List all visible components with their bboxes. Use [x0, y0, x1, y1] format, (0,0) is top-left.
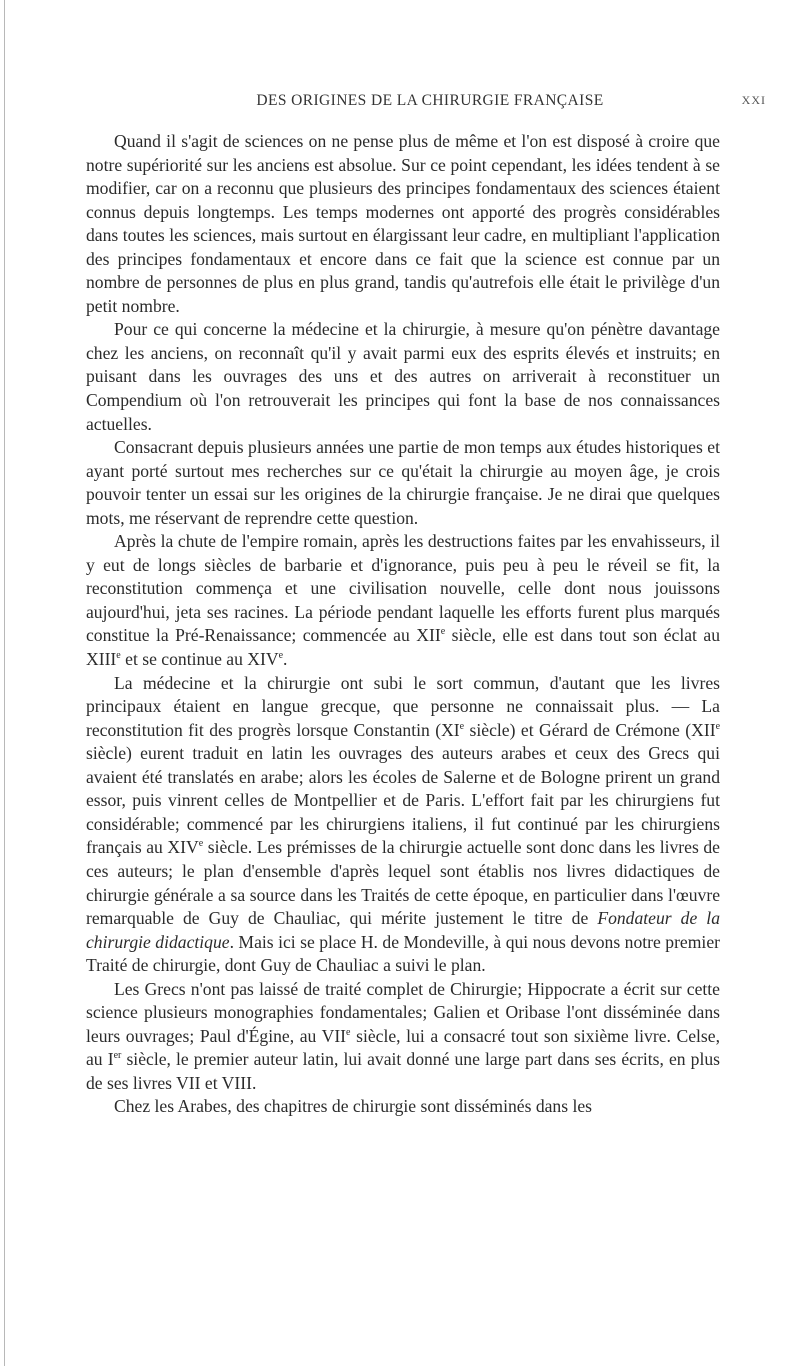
superscript: e [459, 720, 465, 732]
superscript: e [715, 720, 721, 732]
paragraph-6 [86, 978, 720, 1096]
text-run: siècle, elle est dans tout son éclat au [445, 625, 720, 646]
running-head: DES ORIGINES DE LA CHIRURGIE FRANÇAISE [256, 92, 604, 109]
superscript: e [346, 1026, 351, 1038]
century-numeral: XIV [167, 837, 199, 858]
century-numeral: XIII [86, 649, 117, 670]
superscript: e [198, 838, 204, 850]
text-run: et se continue au [120, 649, 248, 670]
paragraph-5 [86, 672, 720, 978]
century-numeral: XI [441, 719, 460, 740]
century-numeral: VII [321, 1025, 347, 1046]
body-text [86, 130, 720, 1119]
page-header [112, 92, 766, 116]
paragraph-3: Consacrant depuis plusieurs années une partie de mon temps aux études historiques et ayant porté surtout mes recherches sur ce qu'était la chirurgie au moyen âge, je crois pouvoir tenter un essai sur les origines de la chirurgie française. Je ne dirai que quelques mots, me réservant de reprendre cette question. [86, 437, 720, 528]
superscript: e [278, 650, 284, 662]
text-run: Après la chute de l'empire romain, après les destructions faites par les envahisseurs, il y eut de longs siècles de barbarie et d'ignorance, puis peu à peu le réveil se fit, la reconstitution commença et une civilisation nouvelle, celle dont nous jouissons aujourd'hui, jeta ses racines. La période pendant laquelle les efforts furent plus marqués constitue la Pré-Renaissance; commencée au [86, 531, 720, 646]
century-numeral: XII [691, 719, 716, 740]
text-run: siècle) et Gérard de Crémone ( [464, 719, 692, 740]
text-run: siècle. Les prémisses de la chirurgie actuelle sont donc dans les livres de ces auteurs; le plan d'ensemble d'après lequel sont établis nos livres didactiques de chirurgie générale a sa source dans les Traités de cette époque, en particulier dans l'œuvre remarquable de Guy de Chauliac, qui mérite justement le titre de [86, 837, 720, 929]
gutter-line [4, 0, 5, 1366]
century-numeral: XIV [247, 649, 279, 670]
text-run: siècle) eurent traduit en latin les ouvrages des auteurs arabes et ceux des Grecs qui avaient été translatés en arabe; alors les écoles de Salerne et de Bologne prirent un grand essor, puis vinrent celles de Montpellier et de Paris. L'effort fait par les chirurgiens fut considérable; commencé par les chirurgiens italiens, il fut continué par les chirurgiens français au [86, 743, 720, 858]
paragraph-2: Pour ce qui concerne la médecine et la chirurgie, à mesure qu'on pénètre davantage chez les anciens, on reconnaît qu'il y avait parmi eux des esprits élevés et instruits; en puisant dans les ouvrages des uns et des autres on arriverait à reconstituer un Compendium où l'on retrouverait les principes qui font la base de nos connaissances actuelles. [86, 319, 720, 434]
superscript: er [113, 1050, 122, 1062]
superscript: e [440, 626, 446, 638]
text-run: siècle, le premier auteur latin, lui avait donné une large part dans ses écrits, en plus de ses livres VII et VIII. [86, 1049, 720, 1093]
paragraph-7: Chez les Arabes, des chapitres de chirurgie sont disséminés dans les [114, 1096, 593, 1117]
page-number: XXI [741, 93, 766, 107]
text-run: La médecine et la chirurgie ont subi le sort commun, d'autant que les livres principaux étaient en langue grecque, que personne ne connaissait plus. — La reconstitution fit des progrès lorsque Constantin ( [86, 672, 720, 740]
paragraph-1: Quand il s'agit de sciences on ne pense plus de même et l'on est disposé à croire que notre supériorité sur les anciens est absolue. Sur ce point cependant, les idées tendent à se modifier, car on a reconnu que plusieurs des principes fondamentaux des sciences étaient connus depuis longtemps. Les temps modernes ont apporté des progrès considérables dans toutes les sciences, mais surtout en élargissant leur cadre, en multipliant l'application des principes fondamentaux et encore dans ce fait que la science est connue par un nombre de personnes de plus en plus grand, tandis qu'autrefois elle était le privilège d'un petit nombre. [86, 131, 720, 316]
text-run: Les Grecs n'ont pas laissé de traité complet de Chirurgie; Hippocrate a écrit sur cette science plusieurs monographies fondamentales; Galien et Oribase l'ont disséminée dans leurs ouvrages; Paul d'Égine, au [86, 978, 720, 1046]
century-numeral: I [107, 1049, 114, 1070]
paragraph-4 [86, 530, 720, 671]
text-run: . Mais ici se place H. de Mondeville, à qui nous devons notre premier Traité de chirurgie, dont Guy de Chauliac a suivi le plan. [86, 931, 720, 976]
superscript: e [116, 650, 121, 662]
text-run: . [283, 649, 288, 670]
italic-title: Fondateur de la chirurgie didactique [86, 908, 720, 952]
text-run: siècle, lui a consacré tout son sixième livre. Celse, au [86, 1025, 720, 1070]
century-numeral: XII [416, 625, 441, 646]
